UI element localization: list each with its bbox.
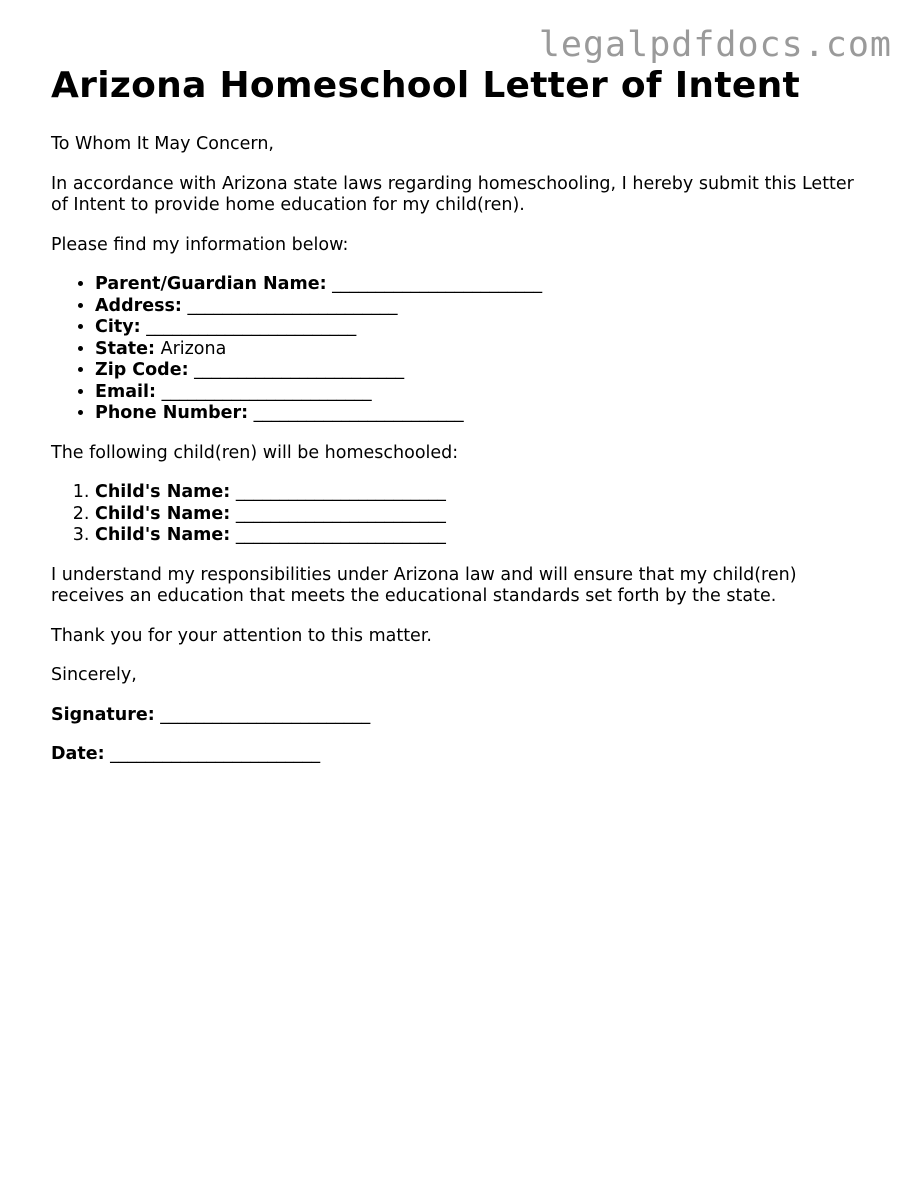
info-item-phone-number <box>95 403 871 425</box>
field-blank: ________________________ <box>235 525 446 545</box>
field-label: Zip Code: <box>95 360 189 380</box>
date-blank: ________________________ <box>110 744 321 764</box>
field-label: State: <box>95 338 156 359</box>
date-line <box>51 744 871 766</box>
field-label: Parent/Guardian Name: <box>95 274 327 294</box>
field-blank: ________________________ <box>187 295 398 316</box>
field-blank: ________________________ <box>235 482 446 502</box>
info-item-address <box>95 296 871 318</box>
info-item-city <box>95 317 871 339</box>
field-label: Phone Number: <box>95 403 249 423</box>
field-blank: ________________________ <box>332 274 543 294</box>
intro-paragraph: In accordance with Arizona state laws regarding homeschooling, I hereby submit this Letter of Intent to provide home education for my child(ren). <box>51 173 854 215</box>
salutation: To Whom It May Concern, <box>51 134 274 154</box>
child-item <box>95 504 871 526</box>
field-blank: ________________________ <box>146 317 357 337</box>
signature-label: Signature: <box>51 704 155 725</box>
info-prompt: Please find my information below: <box>51 234 349 255</box>
children-list <box>51 482 871 547</box>
info-item-zip-code <box>95 360 871 382</box>
thanks-paragraph: Thank you for your attention to this matter. <box>51 625 432 646</box>
watermark: legalpdfdocs.com <box>538 25 892 65</box>
field-value: Arizona <box>160 338 227 359</box>
field-label: City: <box>95 317 141 337</box>
field-label: Child's Name: <box>95 482 231 502</box>
closing: Sincerely, <box>51 665 137 685</box>
signature-line <box>51 705 871 727</box>
field-label: Child's Name: <box>95 503 231 524</box>
signature-blank: ________________________ <box>160 704 371 725</box>
responsibility-paragraph: I understand my responsibilities under Arizona law and will ensure that my child(ren) receives an education that meets the educational standards set forth by the state. <box>51 564 797 606</box>
field-label: Email: <box>95 381 156 402</box>
child-item <box>95 482 871 504</box>
children-prompt: The following child(ren) will be homeschooled: <box>51 442 459 463</box>
info-item-email <box>95 382 871 404</box>
date-label: Date: <box>51 744 105 764</box>
info-item-state <box>95 339 871 361</box>
info-item-parent-name <box>95 274 871 296</box>
page-title: Arizona Homeschool Letter of Intent <box>51 65 801 106</box>
field-blank: ________________________ <box>235 503 446 524</box>
field-label: Child's Name: <box>95 525 231 545</box>
field-label: Address: <box>95 295 182 316</box>
field-blank: ________________________ <box>161 381 372 402</box>
field-blank: ________________________ <box>253 403 464 423</box>
parent-info-list <box>51 274 871 425</box>
letter-document <box>51 64 871 784</box>
field-blank: ________________________ <box>194 360 405 380</box>
child-item <box>95 525 871 547</box>
